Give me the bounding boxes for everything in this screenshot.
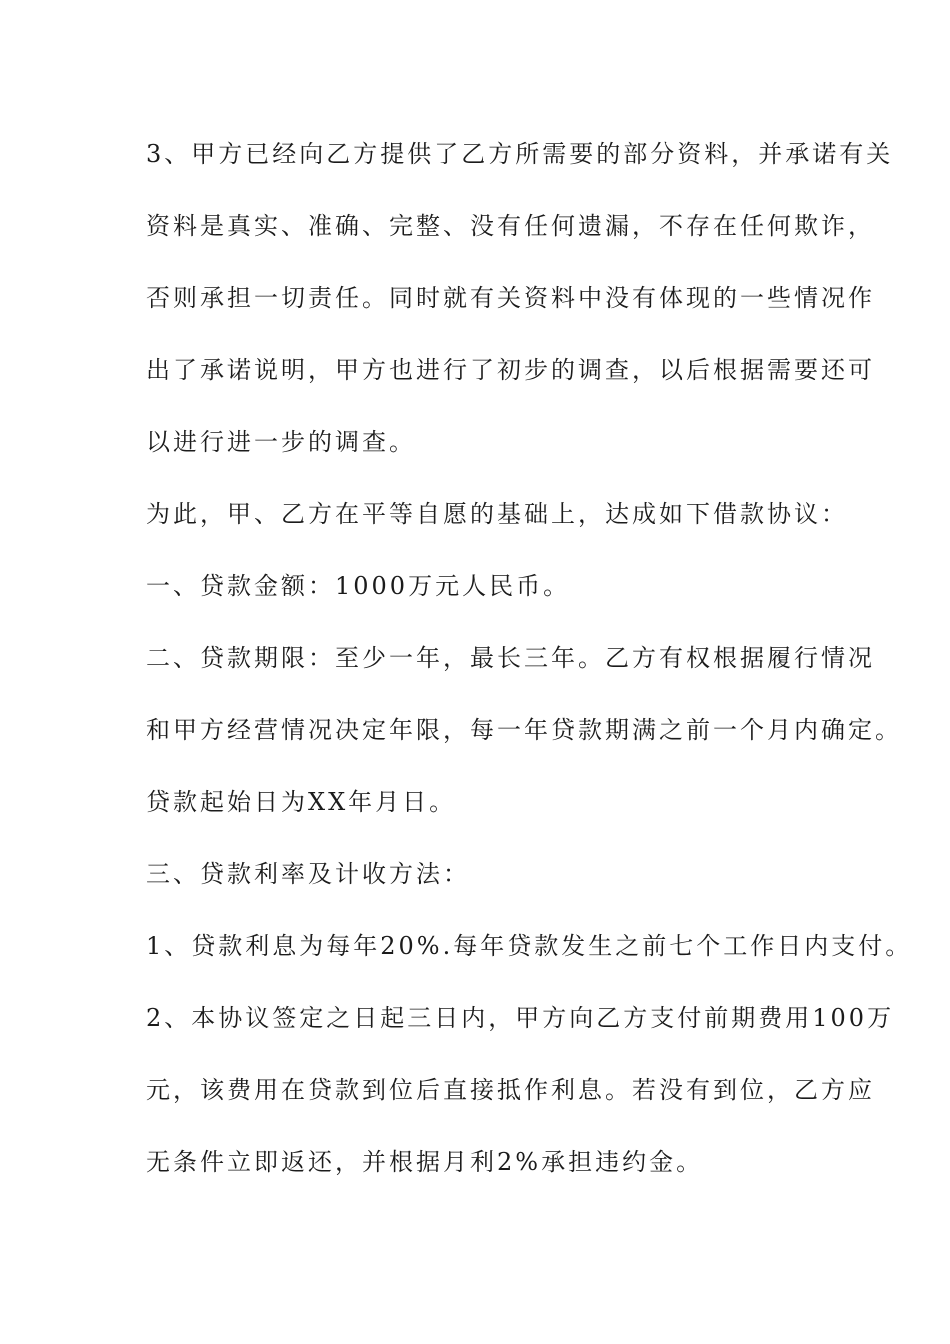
paragraph-line: 3、甲方已经向乙方提供了乙方所需要的部分资料，并承诺有关 (146, 140, 894, 168)
paragraph-line: 无条件立即返还，并根据月利2%承担违约金。 (146, 1148, 704, 1176)
paragraph-line: 三、贷款利率及计收方法： (146, 860, 470, 888)
paragraph-line: 和甲方经营情况决定年限，每一年贷款期满之前一个月内确定。 (146, 716, 902, 744)
paragraph-line: 1、贷款利息为每年20%.每年贷款发生之前七个工作日内支付。 (146, 932, 913, 960)
paragraph-line: 二、贷款期限：至少一年，最长三年。乙方有权根据履行情况 (146, 644, 875, 672)
paragraph-line: 元，该费用在贷款到位后直接抵作利息。若没有到位，乙方应 (146, 1076, 875, 1104)
paragraph-line: 以进行进一步的调查。 (146, 428, 416, 456)
paragraph-line: 为此，甲、乙方在平等自愿的基础上，达成如下借款协议： (146, 500, 848, 528)
paragraph-line: 2、本协议签定之日起三日内，甲方向乙方支付前期费用100万 (146, 1004, 895, 1032)
paragraph-line: 一、贷款金额：1000万元人民币。 (146, 572, 571, 600)
document-body (146, 125, 913, 1191)
paragraph-line: 出了承诺说明，甲方也进行了初步的调查，以后根据需要还可 (146, 356, 875, 384)
paragraph-line: 否则承担一切责任。同时就有关资料中没有体现的一些情况作 (146, 284, 875, 312)
paragraph-line: 资料是真实、准确、完整、没有任何遗漏，不存在任何欺诈， (146, 212, 875, 240)
paragraph-line: 贷款起始日为XX年月日。 (146, 788, 457, 816)
